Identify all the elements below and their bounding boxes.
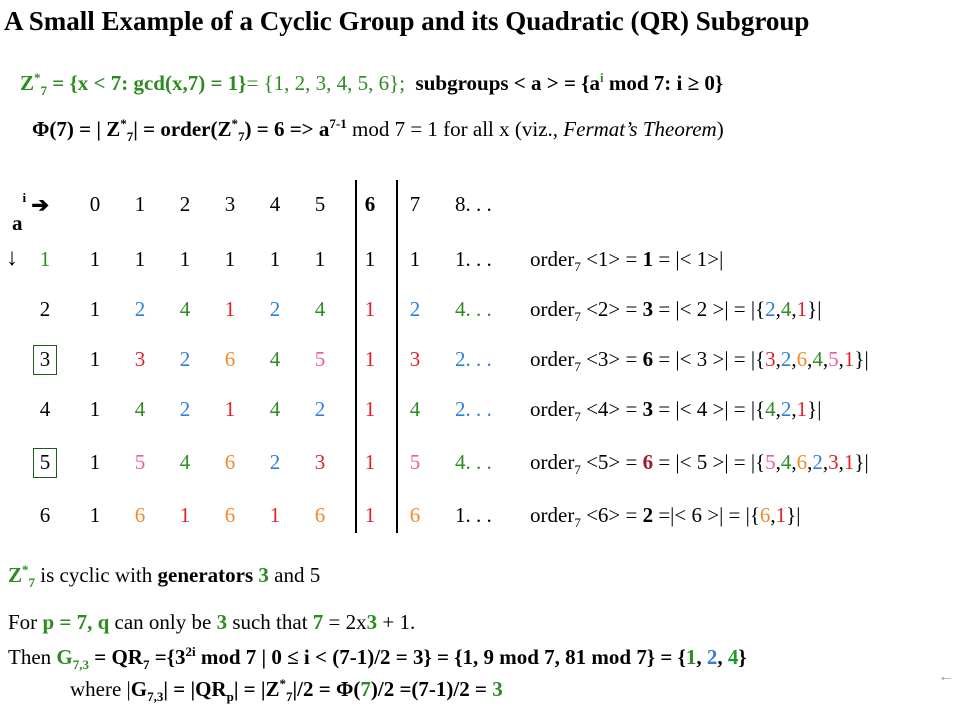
table-cell: 1 [89, 297, 101, 321]
table-cell: 6 [224, 503, 236, 527]
row-base-value: 4 [39, 397, 51, 421]
column-header: 7 [409, 192, 421, 216]
table-cell: 1 [269, 503, 281, 527]
table-cell: 1 [89, 503, 101, 527]
table-cell: 4 [269, 347, 281, 371]
row-base-value: 3 [39, 347, 51, 371]
table-cell: 1 [269, 247, 281, 271]
order-description: order$_7$ <5> = 6 = |< 5 >| = |{5,4,6,2,3,1}| [530, 450, 869, 478]
column-header: 0 [89, 192, 101, 216]
table-cell: 1 [364, 247, 376, 271]
order-description: order$_7$ <1> = 1 = |< 1>| [530, 247, 724, 275]
table-cell: 2 [179, 397, 191, 421]
table-cell: 1 [364, 297, 376, 321]
table-cell: 2. . . [455, 397, 492, 421]
table-cell: 1. . . [455, 247, 492, 271]
cyclic-statement: $Z^*_7$ is cyclic with generators 3 and 5 [8, 562, 321, 591]
table-cell: 1 [409, 247, 421, 271]
table-cell: 1 [364, 397, 376, 421]
order-description: order$_7$ <6> = 2 =|< 6 >| = |{6,1}| [530, 503, 801, 531]
table-cell: 4 [179, 297, 191, 321]
table-cell: 1 [179, 247, 191, 271]
order-description: order$_7$ <4> = 3 = |< 4 >| = |{4,2,1}| [530, 397, 822, 425]
row-base-value: 1 [39, 247, 51, 271]
table-cell: 4 [179, 450, 191, 474]
column-header: 5 [314, 192, 326, 216]
then-line: Then $G_{7,3} = QR_7 =\{3^{2i}$ mod 7 | 0 ≤ i < (7-1)/2 = 3} = {1, 9 mod 7, 81 mod 7} = {1, 2, 4} [8, 644, 747, 673]
for-p-line: For p = 7, q can only be 3 such that 7 = 2x3 + 1. [8, 610, 416, 634]
table-cell: 1 [89, 397, 101, 421]
table-cell: 6 [224, 450, 236, 474]
right-arrow-icon: ➔ [31, 193, 49, 217]
where-line: where $|G_{7,3}| = |QR_p| = |Z^*_7|/2 = \Phi(7)/2 =(7-1)/2 = 3$ [70, 676, 503, 705]
table-cell: 1 [364, 450, 376, 474]
table-cell: 3 [134, 347, 146, 371]
column-header: 8. . . [455, 192, 492, 216]
table-cell: 2 [409, 297, 421, 321]
table-cell: 4 [314, 297, 326, 321]
table-cell: 1 [364, 503, 376, 527]
table-cell: 1. . . [455, 503, 492, 527]
table-cell: 1 [134, 247, 146, 271]
table-cell: 6 [409, 503, 421, 527]
table-cell: 2 [314, 397, 326, 421]
table-cell: 1 [89, 347, 101, 371]
column-header: 6 [364, 192, 376, 216]
order-description: order$_7$ <3> = 6 = |< 3 >| = |{3,2,6,4,5,1}| [530, 347, 869, 375]
order-description: order$_7$ <2> = 3 = |< 2 >| = |{2,4,1}| [530, 297, 822, 325]
table-cell: 1 [224, 397, 236, 421]
table-cell: 2 [134, 297, 146, 321]
table-cell: 1 [89, 247, 101, 271]
table-cell: 3 [314, 450, 326, 474]
table-cell: 6 [314, 503, 326, 527]
table-cell: 5 [409, 450, 421, 474]
table-cell: 1 [364, 347, 376, 371]
column-header: 4 [269, 192, 281, 216]
table-cell: 4. . . [455, 297, 492, 321]
table-cell: 1 [179, 503, 191, 527]
down-arrow-icon: ↓ [6, 245, 18, 271]
table-cell: 2 [269, 297, 281, 321]
row-axis-label: $a^i$ ➔ [12, 190, 49, 235]
table-cell: 4 [134, 397, 146, 421]
table-cell: 4. . . [455, 450, 492, 474]
table-cell: 1 [314, 247, 326, 271]
row-base-value: 2 [39, 297, 51, 321]
table-cell: 1 [224, 247, 236, 271]
table-cell: 2 [179, 347, 191, 371]
z-symbol: Z [20, 71, 35, 95]
column-header: 2 [179, 192, 191, 216]
table-cell: 3 [409, 347, 421, 371]
table-cell: 6 [134, 503, 146, 527]
back-arrow-icon[interactable]: ← [938, 668, 954, 685]
table-cell: 6 [224, 347, 236, 371]
table-cell: 5 [314, 347, 326, 371]
row-base-value: 6 [39, 503, 51, 527]
divider-right [396, 180, 398, 533]
generator-box [33, 345, 57, 375]
column-header: 1 [134, 192, 146, 216]
table-cell: 5 [134, 450, 146, 474]
column-header: 3 [224, 192, 236, 216]
fermat-line: Φ(7) = | $Z^*_7|$ = $order(Z^*_7) = 6 => a^{7-1}$ mod 7 = 1 for all x (viz., Fermat’s Theorem) [32, 116, 724, 145]
table-cell: 4 [409, 397, 421, 421]
definition-line: $Z^*_7 = \{x < 7$: gcd(x,7) = 1}= {1, 2, 3, 4, 5, 6}; subgroups < a > = {$a^i$ mod 7: i ≥ 0} [20, 70, 724, 99]
generator-box [33, 448, 57, 478]
row-base-value: 5 [39, 450, 51, 474]
table-cell: 2 [269, 450, 281, 474]
table-cell: 1 [89, 450, 101, 474]
page-title: A Small Example of a Cyclic Group and its Quadratic (QR) Subgroup [4, 6, 810, 36]
table-cell: 4 [269, 397, 281, 421]
table-cell: 1 [224, 297, 236, 321]
table-cell: 2. . . [455, 347, 492, 371]
